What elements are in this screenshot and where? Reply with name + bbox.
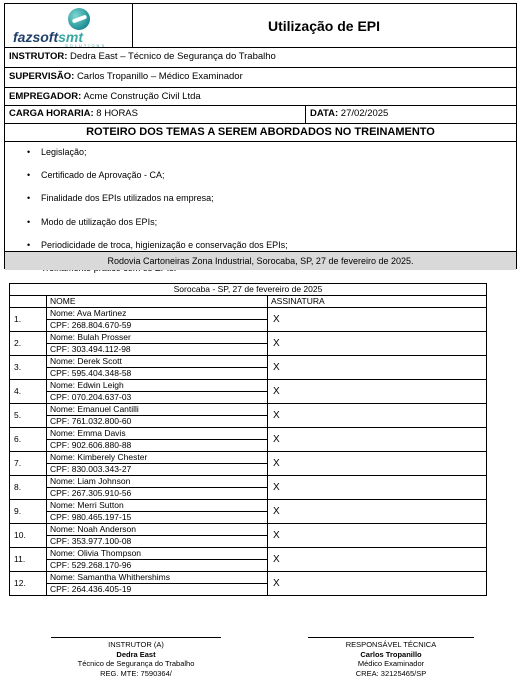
workload-label: CARGA HORARIA: — [9, 108, 94, 119]
participant-cpf: CPF: 264.436.405-19 — [47, 584, 268, 596]
logo-icon — [68, 8, 90, 30]
participant-cpf: CPF: 267.305.910-56 — [47, 488, 268, 500]
list-item: • Periodicidade de troca, higienização e conservação dos EPIs; — [41, 234, 516, 257]
participant-cpf: CPF: 303.494.112-98 — [47, 344, 268, 356]
signature-cell[interactable]: X — [268, 500, 487, 524]
participant-cpf: CPF: 595.404.348-58 — [47, 368, 268, 380]
signature-name: Dedra East — [116, 649, 156, 659]
table-row — [10, 500, 487, 512]
signature-role: RESPONSÁVEL TÉCNICA — [345, 640, 437, 649]
signature-title: Técnico de Segurança do Trabalho — [77, 659, 195, 669]
row-number: 10. — [10, 524, 47, 548]
supervision-label: SUPERVISÃO: — [9, 71, 75, 82]
employer-value: Acme Construção Civil Ltda — [83, 91, 201, 102]
logo-wordmark: fazsoftsmt — [13, 29, 84, 45]
city-date: Sorocaba - SP, 27 de fevereiro de 2025 — [10, 284, 487, 296]
row-number: 8. — [10, 476, 47, 500]
row-number: 7. — [10, 452, 47, 476]
employer-row — [5, 88, 516, 106]
document-header — [4, 3, 517, 269]
signature-cell[interactable]: X — [268, 452, 487, 476]
row-number: 6. — [10, 428, 47, 452]
table-row — [10, 332, 487, 344]
employer-label: EMPREGADOR: — [9, 91, 82, 102]
table-row — [10, 524, 487, 536]
participant-name: Nome: Samantha Whithershims — [47, 572, 268, 584]
company-logo — [5, 4, 133, 47]
roteiro-heading: ROTEIRO DOS TEMAS A SEREM ABORDADOS NO TREINAMENTO — [5, 124, 516, 142]
list-item: • Modo de utilização dos EPIs; — [41, 211, 516, 234]
row-number: 11. — [10, 548, 47, 572]
signature-cell[interactable]: X — [268, 356, 487, 380]
signature-cell[interactable]: X — [268, 428, 487, 452]
table-row — [10, 452, 487, 464]
row-number: 4. — [10, 380, 47, 404]
participant-cpf: CPF: 353.977.100-08 — [47, 536, 268, 548]
instructor-row — [5, 48, 516, 68]
table-row — [10, 548, 487, 560]
participant-cpf: CPF: 980.465.197-15 — [47, 512, 268, 524]
signature-registration: CREA: 32125465/SP — [355, 668, 427, 678]
signature-cell[interactable]: X — [268, 524, 487, 548]
list-item: • Finalidade dos EPIs utilizados na empresa; — [41, 187, 516, 210]
participant-cpf: CPF: 761.032.800-60 — [47, 416, 268, 428]
supervision-value: Carlos Tropanillo – Médico Examinador — [76, 71, 243, 82]
participant-name: Nome: Liam Johnson — [47, 476, 268, 488]
list-item: • Legislação; — [41, 141, 516, 164]
workload-cell — [5, 106, 306, 123]
participant-cpf: CPF: 830.003.343-27 — [47, 464, 268, 476]
date-value: 27/02/2025 — [340, 108, 389, 119]
participant-name: Nome: Kimberely Chester — [47, 452, 268, 464]
instructor-signature-block — [51, 637, 221, 678]
signature-line — [308, 637, 474, 638]
list-item: • Certificado de Aprovação - CA; — [41, 164, 516, 187]
table-row — [10, 356, 487, 368]
participant-cpf: CPF: 902.606.880-88 — [47, 440, 268, 452]
attendance-header-row — [10, 284, 487, 296]
date-label: DATA: — [310, 108, 339, 119]
row-number: 2. — [10, 332, 47, 356]
column-header-name: NOME — [47, 296, 268, 308]
column-header-signature: ASSINATURA — [268, 296, 487, 308]
table-row — [10, 308, 487, 320]
participant-name: Nome: Ava Martinez — [47, 308, 268, 320]
instructor-label: INSTRUTOR: — [9, 51, 68, 62]
signature-cell[interactable]: X — [268, 404, 487, 428]
participant-name: Nome: Noah Anderson — [47, 524, 268, 536]
signature-title: Médico Examinador — [357, 659, 425, 669]
table-row — [10, 476, 487, 488]
participant-cpf: CPF: 070.204.637-03 — [47, 392, 268, 404]
participant-name: Nome: Emma Davis — [47, 428, 268, 440]
row-number: 3. — [10, 356, 47, 380]
row-number: 9. — [10, 500, 47, 524]
signature-cell[interactable]: X — [268, 380, 487, 404]
date-cell — [306, 106, 516, 123]
logo-tagline: SOLUTIONS — [65, 43, 107, 48]
participant-cpf: CPF: 529.268.170-96 — [47, 560, 268, 572]
instructor-value: Dedra East – Técnico de Segurança do Trabalho — [70, 51, 276, 62]
participant-name: Nome: Bulah Prosser — [47, 332, 268, 344]
participant-name: Nome: Merri Sutton — [47, 500, 268, 512]
column-header-row — [10, 296, 487, 308]
workload-date-row — [5, 106, 516, 124]
signature-cell[interactable]: X — [268, 476, 487, 500]
row-number: 12. — [10, 572, 47, 596]
signature-cell[interactable]: X — [268, 548, 487, 572]
participant-cpf: CPF: 268.804.670-59 — [47, 320, 268, 332]
technical-signature-block — [308, 637, 474, 678]
workload-value: 8 HORAS — [96, 108, 138, 119]
title-row — [5, 4, 516, 48]
participant-name: Nome: Edwin Leigh — [47, 380, 268, 392]
supervision-row — [5, 68, 516, 88]
table-row — [10, 380, 487, 392]
table-row — [10, 428, 487, 440]
participant-name: Nome: Derek Scott — [47, 356, 268, 368]
attendance-table — [9, 283, 487, 596]
signature-cell[interactable]: X — [268, 572, 487, 596]
signature-name: Carlos Tropanillo — [360, 649, 422, 659]
signature-role: INSTRUTOR (A) — [108, 640, 164, 649]
signature-cell[interactable]: X — [268, 332, 487, 356]
table-row — [10, 572, 487, 584]
topics-list — [5, 141, 516, 253]
participant-name: Nome: Emanuel Cantilli — [47, 404, 268, 416]
participant-name: Nome: Olivia Thompson — [47, 548, 268, 560]
page-title: Utilização de EPI — [267, 17, 381, 34]
row-number: 1. — [10, 308, 47, 332]
signature-line — [51, 637, 221, 638]
row-number: 5. — [10, 404, 47, 428]
signature-cell[interactable]: X — [268, 308, 487, 332]
location-line: Rodovia Cartoneiras Zona Industrial, Sorocaba, SP, 27 de fevereiro de 2025. — [5, 251, 516, 270]
table-row — [10, 404, 487, 416]
signature-registration: REG. MTE: 7590364/ — [100, 668, 172, 678]
